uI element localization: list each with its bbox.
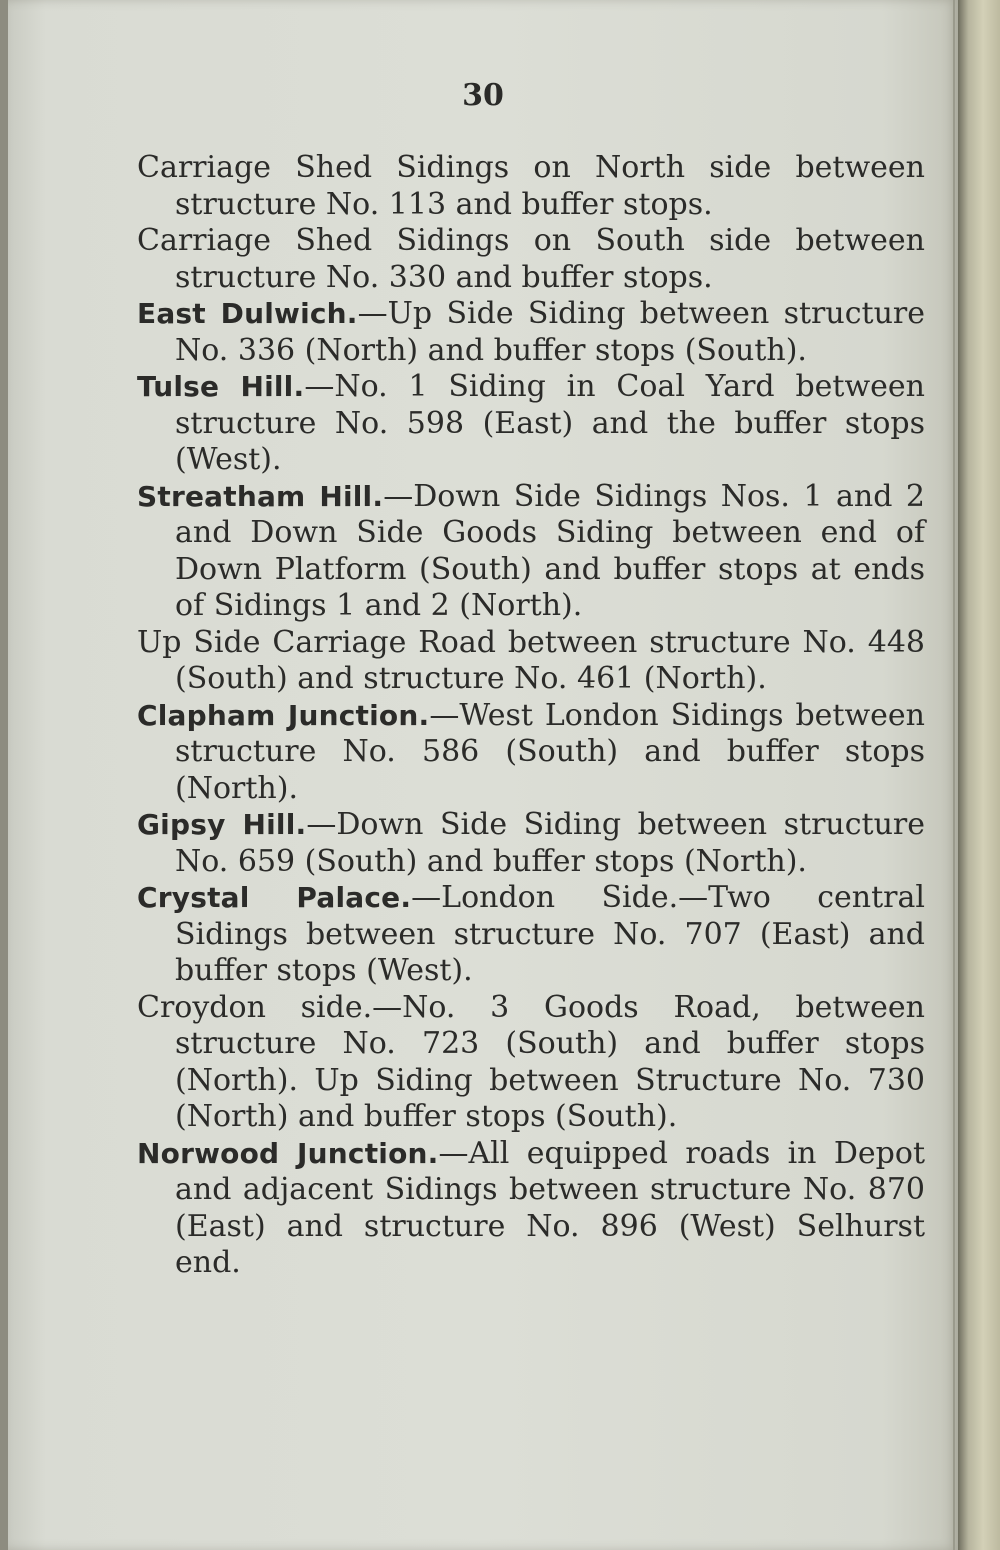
entry-place: Clapham Junction. — [137, 698, 430, 732]
entry-place: Streatham Hill. — [137, 479, 384, 513]
entry-paragraph — [135, 369, 925, 479]
entry-place: Tulse Hill. — [137, 370, 305, 403]
entry-paragraph — [135, 990, 925, 1136]
entry-text: Carriage Shed Sidings on South side between structure No. 330 and buffer stops. — [137, 223, 925, 295]
entry-paragraph — [135, 807, 925, 880]
entry-text: —No. 1 Siding in Coal Yard between structure No. 598 (East) and the buffer stops (West). — [175, 369, 925, 477]
entry-place: East Dulwich. — [137, 297, 358, 330]
entry-text: —All equipped roads in Depot and adjacent Sidings between structure No. 870 (East) and structure No. 896 (West) Selhurst end. — [175, 1135, 925, 1280]
entry-paragraph — [135, 625, 925, 698]
entry-paragraph — [135, 479, 925, 625]
entry-paragraph — [135, 1136, 925, 1282]
entry-place: Crystal Palace. — [137, 881, 412, 914]
entry-paragraph — [135, 296, 925, 369]
page-gutter-line — [953, 0, 955, 1550]
book-page — [8, 0, 958, 1550]
entry-text: —London Side.—Two central Sidings between structure No. 707 (East) and buffer stops (West). — [175, 880, 925, 988]
entry-text: Croydon side.—No. 3 Goods Road, between structure No. 723 (South) and buffer stops (North). Up Siding between Structure No. 730 (North) and buffer stops (South). — [137, 989, 925, 1134]
entry-text: —Down Side Siding between structure No. 659 (South) and buffer stops (North). — [175, 807, 925, 879]
page-number: 30 — [462, 78, 504, 113]
page-stack-edge — [958, 0, 1000, 1550]
entry-paragraph — [135, 698, 925, 808]
entry-paragraph — [135, 150, 925, 223]
entry-text: —Up Side Siding between structure No. 336 (North) and buffer stops (South). — [175, 296, 925, 368]
entry-place: Norwood Junction. — [137, 1136, 439, 1170]
entry-paragraph — [135, 223, 925, 296]
page-body — [135, 150, 925, 1282]
entry-paragraph — [135, 880, 925, 990]
entry-place: Gipsy Hill. — [137, 808, 307, 841]
entry-text: Carriage Shed Sidings on North side between structure No. 113 and buffer stops. — [137, 150, 925, 222]
entry-text: —Down Side Sidings Nos. 1 and 2 and Down Side Goods Siding between end of Down Platform (South) and buffer stops at ends of Sidings 1 and 2 (North). — [175, 478, 925, 623]
entry-text: Up Side Carriage Road between structure No. 448 (South) and structure No. 461 (North). — [137, 624, 925, 696]
entry-text: —West London Sidings between structure No. 586 (South) and buffer stops (North). — [175, 697, 925, 806]
